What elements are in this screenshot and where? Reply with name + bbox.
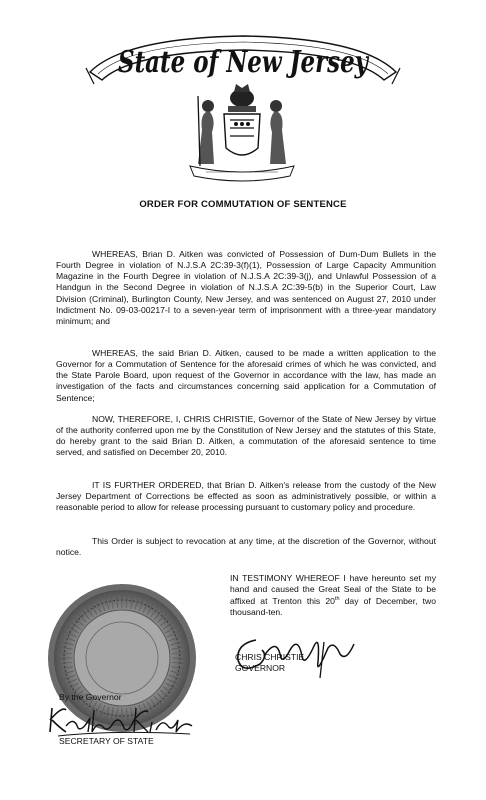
now-therefore-paragraph: NOW, THEREFORE, I, CHRIS CHRISTIE, Governor of the State of New Jersey by virtue of the authority conferred upon me by the Constitution of New Jersey and the statutes of this State, do hereby grant to the said Brian D. Aitken, a commutation of the aforesaid sentence to time served, and satisfied on December 20, 2010. — [56, 413, 436, 458]
testimony-clause — [230, 573, 436, 618]
governor-block — [235, 652, 304, 675]
by-the-governor-label: By the Governor — [59, 692, 122, 702]
whereas-conviction-paragraph: WHEREAS, Brian D. Aitken was convicted of Possession of Dum-Dum Bullets in the Fourth Degree in violation of N.J.S.A 2C:39-3(f)(1), Possession of Large Capacity Ammunition Magazine in the Fourth Degree in violation of N.J.S.A 2C:39-3(j), and Unlawful Possession of a Handgun in the Second Degree in violation of N.J.S.A 2C:39-5(b) in the Superior Court, Law Division (Criminal), Burlington County, New Jersey, and was sentenced on August 27, 2010 under Indictment No. 09-03-00217-I to a seven-year term of imprisonment with a three-year mandatory minimum; and — [56, 248, 436, 327]
further-ordered-paragraph: IT IS FURTHER ORDERED, that Brian D. Aitken's release from the custody of the New Jersey Department of Corrections be effected as soon as administratively possible, or within a reasonable period to allow for release processing pursuant to customary policy and procedure. — [56, 479, 436, 513]
secretary-title: SECRETARY OF STATE — [59, 736, 154, 746]
revocation-paragraph: This Order is subject to revocation at any time, at the discretion of the Governor, without notice. — [56, 535, 436, 557]
governor-title: GOVERNOR — [235, 663, 286, 674]
whereas-application-paragraph: WHEREAS, the said Brian D. Aitken, caused to be made a written application to the Governor for a Commutation of Sentence for the aforesaid crimes of which he was convicted, and the State Parole Board, upon request of the Governor in accordance with the law, has made an investigation of the facts and circumstances concerning said application for a Commutation of Sentence; — [56, 347, 436, 403]
coat-of-arms-seal — [176, 82, 308, 190]
svg-text:State of New Jersey: State of New Jersey — [118, 45, 370, 80]
document-title: ORDER FOR COMMUTATION OF SENTENCE — [139, 199, 347, 210]
date-ordinal-suffix: th — [334, 595, 340, 602]
governor-name: CHRIS CHRISTIE — [235, 652, 305, 662]
secretary-signature — [44, 702, 204, 740]
testimony-text-after: day of December, two thousand-ten. — [230, 595, 436, 617]
testimony-text-before: IN TESTIMONY WHEREOF I have hereunto set my hand and caused the Great Seal of the State to be affixed at Trenton this 20 — [230, 573, 436, 606]
